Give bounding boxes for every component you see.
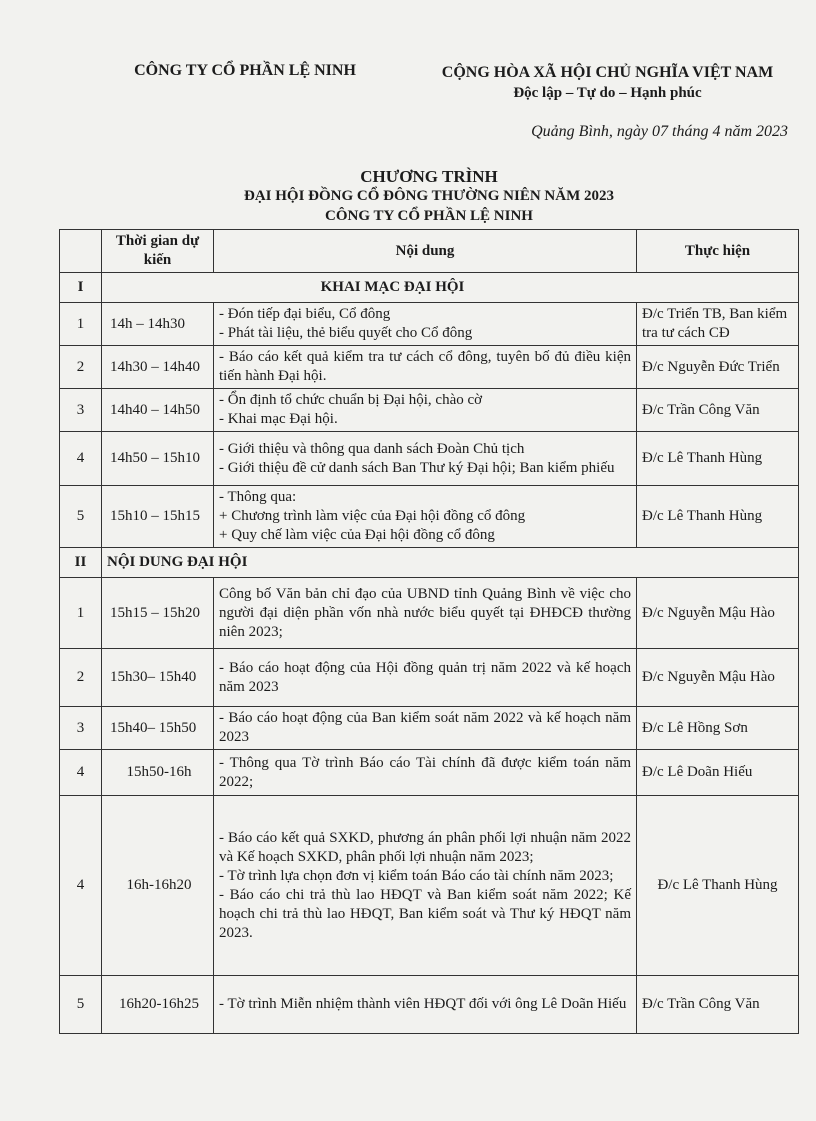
item-time: 15h40– 15h50 [102, 707, 214, 750]
content-line: + Chương trình làm việc của Đại hội đồng cổ đông [219, 508, 526, 524]
content-line: - Báo cáo kết quả SXKD, phương án phân phối lợi nhuận năm 2022 và Kế hoạch SXKD, phân phối lợi nhuận năm 2023; [219, 829, 631, 865]
table-header-row [60, 230, 799, 273]
table-row [60, 707, 799, 750]
national-heading [415, 62, 800, 104]
table-row [60, 432, 799, 486]
table-row [60, 389, 799, 432]
header-content: Nội dung [214, 230, 637, 273]
item-content [214, 750, 637, 796]
item-time: 16h-16h20 [102, 796, 214, 976]
doc-title: CHƯƠNG TRÌNH [360, 167, 498, 186]
item-number: 1 [60, 578, 102, 649]
item-time: 15h50-16h [102, 750, 214, 796]
content-line: Công bố Văn bản chỉ đạo của UBND tỉnh Quảng Bình về việc cho người đại diện phần vốn nhà nước biểu quyết tại ĐHĐCĐ thường niên 2023; [219, 585, 631, 640]
item-responsible: Đ/c Lê Thanh Hùng [637, 796, 799, 976]
item-number: 4 [60, 432, 102, 486]
item-content [214, 432, 637, 486]
table-row [60, 976, 799, 1034]
content-line: - Báo cáo kết quả kiểm tra tư cách cổ đông, tuyên bố đủ điều kiện tiến hành Đại hội. [219, 349, 631, 384]
item-content [214, 707, 637, 750]
item-responsible: Đ/c Nguyễn Mậu Hào [637, 649, 799, 707]
content-line: - Giới thiệu và thông qua danh sách Đoàn Chủ tịch [219, 440, 525, 457]
item-number: 2 [60, 649, 102, 707]
content-line: - Tờ trình Miễn nhiệm thành viên HĐQT đối với ông Lê Doãn Hiếu [219, 996, 627, 1012]
item-content [214, 976, 637, 1034]
item-responsible: Đ/c Trần Công Văn [637, 976, 799, 1034]
item-time: 14h50 – 15h10 [102, 432, 214, 486]
item-responsible: Đ/c Trần Công Văn [637, 389, 799, 432]
republic-name: CỘNG HÒA XÃ HỘI CHỦ NGHĨA VIỆT NAM [441, 64, 774, 81]
item-number: 4 [60, 796, 102, 976]
item-number: 3 [60, 707, 102, 750]
content-line: - Báo cáo chi trả thù lao HĐQT và Ban kiểm soát năm 2022; Kế hoạch chi trả thù lao HĐQT, Ban kiểm soát và Thư ký HĐQT năm 2023. [219, 886, 631, 941]
national-motto: Độc lập – Tự do – Hạnh phúc [513, 85, 702, 101]
content-line: + Quy chế làm việc của Đại hội đồng cổ đông [219, 527, 495, 543]
item-number: 5 [60, 486, 102, 548]
header-by: Thực hiện [637, 230, 799, 273]
section-title: KHAI MẠC ĐẠI HỘI [102, 273, 799, 303]
item-time: 15h10 – 15h15 [102, 486, 214, 548]
content-line: - Ổn định tổ chức chuẩn bị Đại hội, chào cờ [219, 392, 483, 408]
content-line: - Thông qua: [219, 489, 297, 505]
table-row [60, 346, 799, 389]
item-responsible: Đ/c Lê Hồng Sơn [637, 707, 799, 750]
item-responsible: Đ/c Lê Thanh Hùng [637, 486, 799, 548]
item-content [214, 389, 637, 432]
section-title: NỘI DUNG ĐẠI HỘI [102, 548, 799, 578]
content-line: - Phát tài liệu, thẻ biểu quyết cho Cổ đông [219, 325, 473, 341]
item-content [214, 486, 637, 548]
doc-subtitle-company: CÔNG TY CỔ PHẦN LỆ NINH [325, 208, 533, 224]
section-number: I [60, 273, 102, 303]
item-time: 16h20-16h25 [102, 976, 214, 1034]
content-line: - Đón tiếp đại biểu, Cổ đông [219, 306, 391, 322]
header-time: Thời gian dự kiến [102, 230, 214, 273]
content-line: - Báo cáo hoạt động của Ban kiểm soát năm 2022 và kế hoạch năm 2023 [219, 710, 631, 745]
item-responsible: Đ/c Lê Thanh Hùng [637, 432, 799, 486]
item-responsible: Đ/c Nguyễn Đức Triển [637, 346, 799, 389]
section-row [60, 548, 799, 578]
item-responsible: Đ/c Triển TB, Ban kiểm tra tư cách CĐ [637, 303, 799, 346]
content-line: - Tờ trình lựa chọn đơn vị kiểm toán Báo cáo tài chính năm 2023; [219, 867, 614, 884]
item-number: 5 [60, 976, 102, 1034]
item-content [214, 346, 637, 389]
item-number: 2 [60, 346, 102, 389]
doc-subtitle: ĐẠI HỘI ĐỒNG CỔ ĐÔNG THƯỜNG NIÊN NĂM 2023 [243, 188, 614, 204]
item-content [214, 578, 637, 649]
item-time: 15h15 – 15h20 [102, 578, 214, 649]
table-row [60, 796, 799, 976]
item-time: 15h30– 15h40 [102, 649, 214, 707]
item-time: 14h – 14h30 [102, 303, 214, 346]
section-row [60, 273, 799, 303]
item-number: 4 [60, 750, 102, 796]
section-number: II [60, 548, 102, 578]
table-row [60, 578, 799, 649]
item-number: 3 [60, 389, 102, 432]
header-no [60, 230, 102, 273]
item-number: 1 [60, 303, 102, 346]
table-row [60, 649, 799, 707]
item-content [214, 649, 637, 707]
document-date: Quảng Bình, ngày 07 tháng 4 năm 2023 [531, 123, 788, 140]
table-row [60, 486, 799, 548]
item-content [214, 796, 637, 976]
table-row [60, 750, 799, 796]
item-content [214, 303, 637, 346]
company-name: CÔNG TY CỔ PHẦN LỆ NINH [134, 62, 356, 79]
content-line: - Thông qua Tờ trình Báo cáo Tài chính đã được kiểm toán năm 2022; [219, 754, 631, 790]
content-line: - Giới thiệu đề cử danh sách Ban Thư ký Đại hội; Ban kiểm phiếu [219, 459, 615, 476]
item-time: 14h40 – 14h50 [102, 389, 214, 432]
table-row [60, 303, 799, 346]
item-time: 14h30 – 14h40 [102, 346, 214, 389]
agenda-table [59, 229, 799, 1034]
content-line: - Báo cáo hoạt động của Hội đồng quản trị năm 2022 và kế hoạch năm 2023 [219, 659, 631, 695]
item-responsible: Đ/c Nguyễn Mậu Hào [637, 578, 799, 649]
content-line: - Khai mạc Đại hội. [219, 411, 338, 427]
item-responsible: Đ/c Lê Doãn Hiếu [637, 750, 799, 796]
